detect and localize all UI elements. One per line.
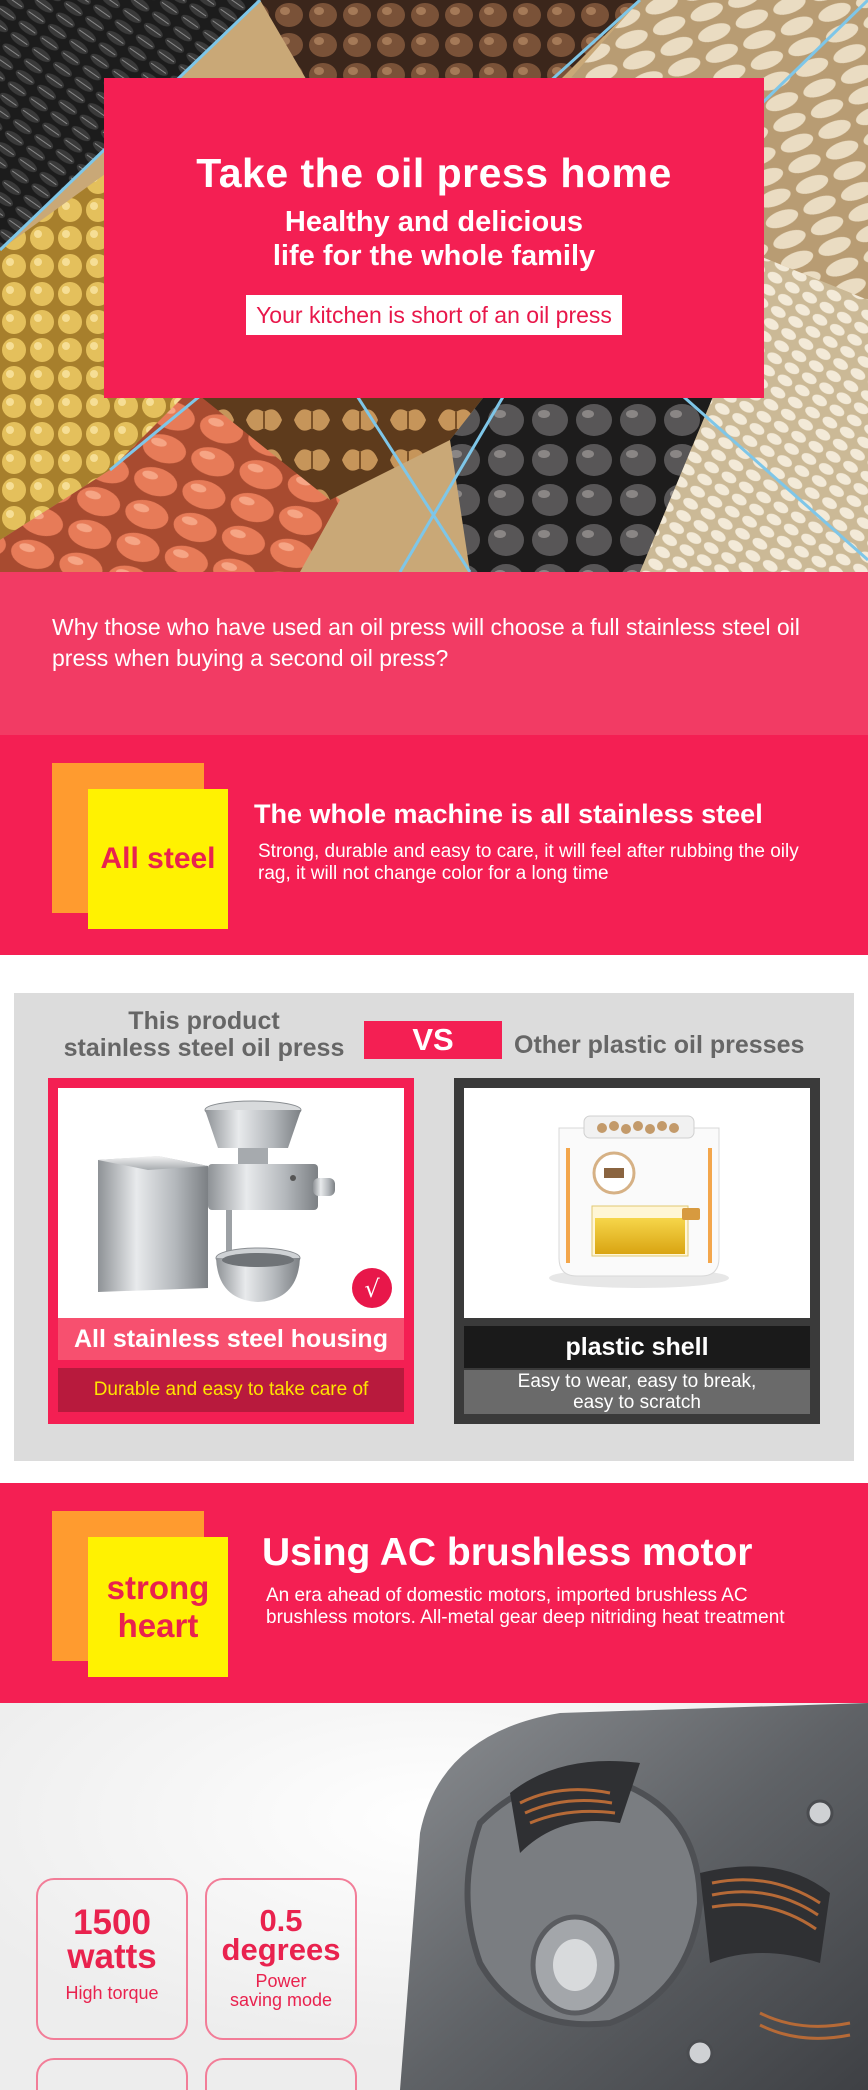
all-steel-badge: [88, 789, 228, 929]
stat-power-number: 1500: [73, 1903, 151, 1942]
motor-section: [0, 1703, 868, 2090]
all-steel-badge-label: All steel: [100, 842, 216, 875]
strong-heart-line1: strong: [106, 1569, 210, 1606]
hero-banner: [0, 0, 868, 572]
feature-steel-text: Strong, durable and easy to care, it will feel after rubbing the oily rag, it will not change color for a long time: [258, 841, 799, 884]
feature-motor-text: An era ahead of domestic motors, imported brushless AC brushless motors. All-metal gear deep nitriding heat treatment: [266, 1585, 785, 1628]
comparison-left-heading-line2: stainless steel oil press: [63, 1034, 345, 1062]
stat-efficiency-unit: degrees: [221, 1932, 341, 1967]
stat-efficiency-label-line1: Power: [255, 1971, 307, 1991]
stat-card-partial: [36, 2058, 188, 2090]
vs-badge: VS: [364, 1021, 502, 1059]
feature-steel-title: The whole machine is all stainless steel: [254, 799, 763, 829]
steel-card-title: All stainless steel housing: [58, 1318, 404, 1360]
strong-heart-line2: heart: [117, 1607, 199, 1644]
stat-card-partial: [205, 2058, 357, 2090]
comparison-left-heading-line1: This product: [128, 1007, 280, 1035]
svg-text:√: √: [364, 1275, 380, 1303]
feature-motor-section: [0, 1483, 868, 1703]
plastic-oil-press-icon: [464, 1088, 810, 1318]
stat-efficiency-label: [207, 1972, 355, 2010]
strong-heart-badge: [88, 1537, 228, 1677]
hero-subtitle-line1: Healthy and delicious: [284, 206, 584, 238]
stat-efficiency: [205, 1878, 357, 2040]
plastic-press-image: [464, 1088, 810, 1318]
stat-power-label: High torque: [65, 1983, 159, 2003]
plastic-card-title: plastic shell: [464, 1326, 810, 1368]
question-section: [0, 572, 868, 735]
stat-power-value: [38, 1903, 186, 1976]
comparison-right-heading: Other plastic oil presses: [514, 1031, 805, 1059]
steel-press-image: [58, 1088, 404, 1318]
feature-motor-title: Using AC brushless motor: [262, 1531, 753, 1574]
question-text: Why those who have used an oil press will choose a full stainless steel oil press when buying a second oil press?: [52, 614, 800, 671]
comparison-section: [14, 993, 854, 1461]
hero-title-box: [104, 78, 764, 398]
hero-tagline: Your kitchen is short of an oil press: [246, 295, 622, 335]
hero-subtitle-line2: life for the whole family: [272, 240, 596, 272]
feature-steel-section: [0, 735, 868, 955]
stat-power-unit: watts: [67, 1937, 157, 1976]
plastic-press-card: [454, 1078, 820, 1424]
stat-power: [36, 1878, 188, 2040]
steel-oil-press-icon: [58, 1088, 404, 1318]
plastic-card-desc: [464, 1370, 810, 1414]
hero-title: Take the oil press home: [196, 150, 672, 196]
stat-efficiency-value: [207, 1903, 355, 1967]
comparison-left-heading: [34, 1008, 374, 1062]
hero-subtitle: [104, 205, 764, 273]
steel-press-card: [48, 1078, 414, 1424]
stat-efficiency-label-line2: saving mode: [229, 1990, 333, 2010]
plastic-card-desc-line2: easy to scratch: [573, 1392, 701, 1413]
plastic-card-desc-line1: Easy to wear, easy to break,: [517, 1371, 757, 1392]
stat-efficiency-number: 0.5: [259, 1903, 303, 1938]
steel-card-desc: Durable and easy to take care of: [58, 1368, 404, 1412]
